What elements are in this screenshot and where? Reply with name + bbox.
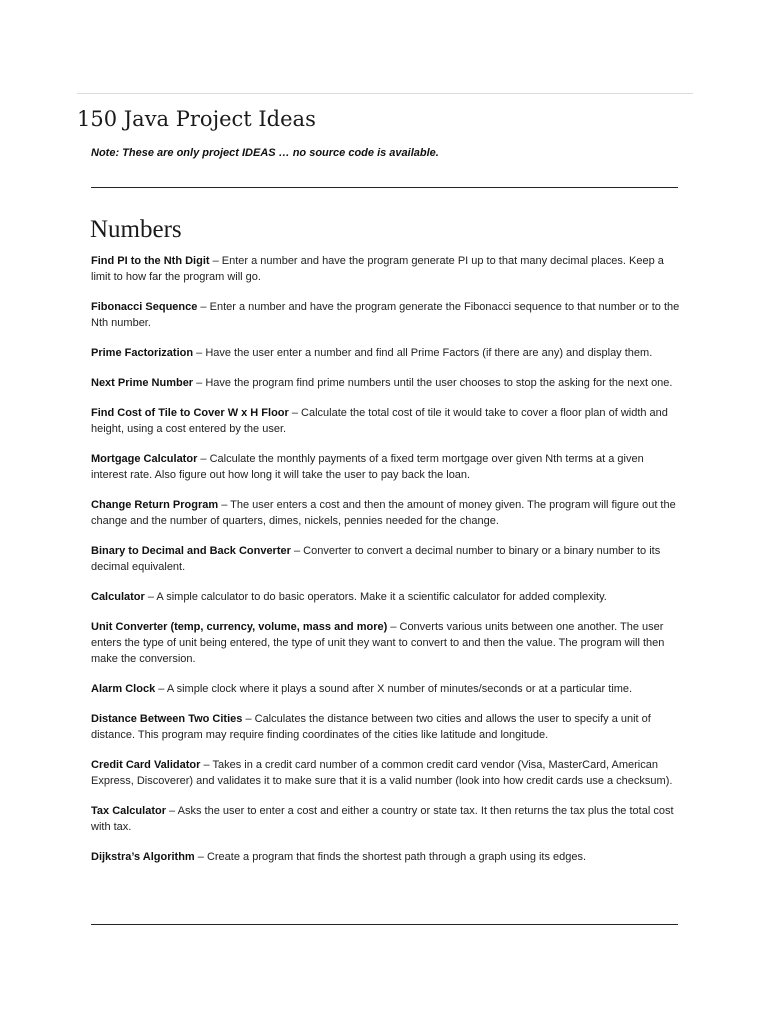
idea-description: Create a program that finds the shortest path through a graph using its edges. — [206, 851, 587, 863]
idea-separator: – — [194, 851, 207, 863]
idea-description: A simple clock where it plays a sound after X number of minutes/seconds or at a particular time. — [166, 683, 633, 695]
top-divider — [77, 93, 693, 94]
idea-name: Prime Factorization — [91, 347, 194, 359]
idea-name: Distance Between Two Cities — [91, 713, 243, 725]
idea-description: Calculates the distance between two cities and allows the user to specify a unit of distance. This program may require finding coordinates of the cities like latitude and longitude. — [91, 713, 651, 741]
idea-separator: – — [218, 499, 231, 511]
idea-description: Calculate the total cost of tile it would take to cover a floor plan of width and height, using a cost entered by the user. — [91, 407, 668, 435]
list-item — [91, 711, 681, 743]
idea-name: Find PI to the Nth Digit — [91, 255, 210, 267]
list-item — [91, 405, 681, 437]
idea-description: A simple calculator to do basic operators. Make it a scientific calculator for added complexity. — [156, 591, 607, 603]
section-heading: Numbers — [90, 216, 182, 243]
list-item — [91, 619, 681, 667]
idea-description: Enter a number and have the program generate PI up to that many decimal places. Keep a limit to how far the program will go. — [91, 255, 664, 283]
idea-separator: – — [193, 377, 206, 389]
idea-description: Converts various units between one another. The user enters the type of unit being entered, the type of unit they want to convert to and then the value. The program will then make the conversion. — [91, 621, 665, 665]
list-item — [91, 681, 681, 697]
idea-name: Change Return Program — [91, 499, 219, 511]
list-item — [91, 497, 681, 529]
idea-separator: – — [242, 713, 255, 725]
idea-description: The user enters a cost and then the amount of money given. The program will figure out the change and the number of quarters, dimes, nickels, pennies needed for the change. — [91, 499, 676, 527]
idea-description: Have the program find prime numbers until the user chooses to stop the asking for the next one. — [205, 377, 673, 389]
list-item — [91, 375, 681, 391]
idea-name: Alarm Clock — [91, 683, 156, 695]
idea-name: Unit Converter (temp, currency, volume, mass and more) — [91, 621, 388, 633]
idea-name: Next Prime Number — [91, 377, 194, 389]
idea-separator: – — [155, 683, 167, 695]
idea-separator: – — [387, 621, 400, 633]
list-item — [91, 849, 681, 865]
idea-name: Find Cost of Tile to Cover W x H Floor — [91, 407, 289, 419]
idea-separator: – — [200, 759, 213, 771]
idea-separator: – — [166, 805, 178, 817]
idea-separator: – — [290, 545, 304, 557]
idea-separator: – — [144, 591, 157, 603]
list-item — [91, 451, 681, 483]
idea-name: Tax Calculator — [91, 805, 166, 817]
idea-name: Dijkstra’s Algorithm — [91, 851, 195, 863]
idea-description: Asks the user to enter a cost and either a country or state tax. It then returns the tax plus the total cost with tax. — [91, 805, 674, 833]
list-item — [91, 757, 681, 789]
idea-description: Enter a number and have the program generate the Fibonacci sequence to that number or to the Nth number. — [91, 301, 680, 329]
section-divider-bottom — [91, 924, 678, 925]
idea-name: Credit Card Validator — [91, 759, 201, 771]
idea-name: Mortgage Calculator — [91, 453, 198, 465]
list-item — [91, 589, 681, 605]
idea-separator: – — [197, 301, 210, 313]
idea-description: Have the user enter a number and find all Prime Factors (if there are any) and display them. — [205, 347, 653, 359]
list-item — [91, 253, 681, 285]
list-item — [91, 803, 681, 835]
idea-name: Binary to Decimal and Back Converter — [91, 545, 291, 557]
disclaimer-note: Note: These are only project IDEAS … no source code is available. — [91, 147, 439, 159]
list-item — [91, 299, 681, 331]
idea-description: Converter to convert a decimal number to binary or a binary number to its decimal equivalent. — [91, 545, 661, 573]
idea-separator: – — [197, 453, 210, 465]
idea-description: Takes in a credit card number of a common credit card vendor (Visa, MasterCard, American Express, Discoverer) and validates it to make sure that it is a valid number (look into how credit cards use a checksum). — [91, 759, 673, 787]
document-title: 150 Java Project Ideas — [77, 107, 316, 131]
list-item — [91, 543, 681, 575]
list-item — [91, 345, 681, 361]
idea-name: Fibonacci Sequence — [91, 301, 198, 313]
idea-separator: – — [288, 407, 302, 419]
idea-separator: – — [193, 347, 206, 359]
idea-description: Calculate the monthly payments of a fixed term mortgage over given Nth terms at a given interest rate. Also figure out how long it will take the user to pay back the loan. — [91, 453, 644, 481]
idea-name: Calculator — [91, 591, 145, 603]
section-divider-top — [91, 187, 678, 188]
project-ideas-list — [91, 253, 681, 879]
idea-separator: – — [209, 255, 222, 267]
